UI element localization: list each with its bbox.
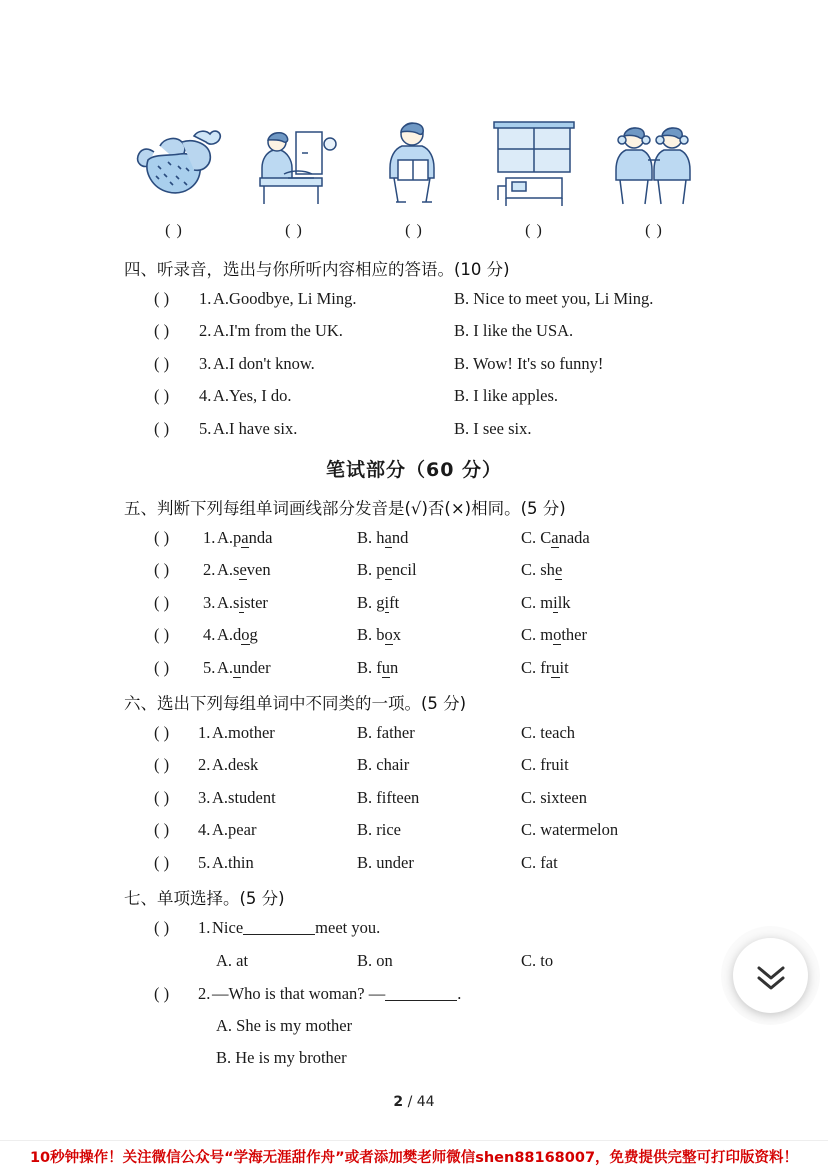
page-number-separator: / (407, 1094, 413, 1110)
option-c[interactable]: C. mother (521, 625, 587, 644)
picture-bracket[interactable]: ( ) (165, 222, 183, 239)
question-number: 5. (198, 853, 211, 872)
answer-bracket[interactable]: ( ) (154, 419, 170, 438)
section-4-heading: 四、听录音，选出与你所听内容相应的答语。(10 分) (124, 260, 510, 279)
option-a[interactable]: A.I'm from the UK. (213, 321, 343, 340)
answer-bracket[interactable]: ( ) (154, 289, 170, 308)
option-c[interactable]: C. fruit (521, 755, 569, 774)
picture-girl-holding-book (364, 116, 464, 212)
option-b[interactable]: B. hand (357, 528, 409, 547)
option-a[interactable]: A.thin (212, 853, 254, 872)
picture-bracket[interactable]: ( ) (285, 222, 303, 239)
section-5-question-row (0, 658, 828, 682)
option-a[interactable]: A.sister (217, 593, 268, 612)
section-7-question-row (0, 918, 828, 942)
option-b[interactable]: B. I see six. (454, 419, 532, 438)
option-a[interactable]: A.pear (212, 820, 257, 839)
answer-blank[interactable] (243, 934, 315, 935)
question-number: 1. (198, 723, 211, 742)
answer-bracket[interactable]: ( ) (154, 918, 170, 937)
question-number: 1. (203, 528, 216, 547)
section-7-option-row (0, 1048, 828, 1072)
picture-girl-reading-at-desk (244, 116, 344, 212)
answer-bracket[interactable]: ( ) (154, 386, 170, 405)
section-6-question-row (0, 723, 828, 747)
picture-window-and-bed (484, 116, 584, 212)
question-number: 5. (199, 419, 212, 438)
option-c[interactable]: C. sixteen (521, 788, 587, 807)
option-a[interactable]: A.Yes, I do. (213, 386, 292, 405)
question-number: 5. (203, 658, 216, 677)
picture-bracket[interactable]: ( ) (525, 222, 543, 239)
option-b[interactable]: B. father (357, 723, 415, 742)
written-part-title: 笔试部分（60 分） (325, 459, 503, 481)
page-number (0, 1094, 828, 1110)
answer-bracket[interactable]: ( ) (154, 984, 170, 1003)
answer-bracket[interactable]: ( ) (154, 853, 170, 872)
question-number: 4. (199, 386, 212, 405)
section-5-question-row (0, 593, 828, 617)
option-a[interactable]: A.panda (217, 528, 273, 547)
question-number: 1. (199, 289, 212, 308)
option-a[interactable]: A.dog (217, 625, 258, 644)
section-6-question-row (0, 788, 828, 812)
option-a[interactable]: A.Goodbye, Li Ming. (213, 289, 357, 308)
section-5-question-row (0, 528, 828, 552)
section-5-question-row (0, 625, 828, 649)
picture-bracket[interactable]: ( ) (405, 222, 423, 239)
scroll-down-button[interactable] (733, 938, 808, 1013)
option-b[interactable]: B. chair (357, 755, 410, 774)
section-4-question-row (0, 289, 828, 313)
option-a[interactable]: A.student (212, 788, 276, 807)
option-c[interactable]: C. fat (521, 853, 558, 872)
option-b[interactable]: B. Wow! It's so funny! (454, 354, 604, 373)
page-number-total: 44 (416, 1094, 435, 1110)
section-6-question-row (0, 755, 828, 779)
question-number: 4. (203, 625, 216, 644)
question-number: 3. (199, 354, 212, 373)
page-number-current: 2 (393, 1094, 404, 1110)
option-b[interactable]: B. fifteen (357, 788, 420, 807)
option-b[interactable]: B. box (357, 625, 402, 644)
answer-bracket[interactable]: ( ) (154, 560, 170, 579)
question-number: 2. (203, 560, 216, 579)
option-c[interactable]: C. fruit (521, 658, 569, 677)
option-a[interactable]: A. at (216, 951, 249, 970)
question-number: 2. (198, 984, 211, 1003)
picture-answer-brackets (124, 222, 704, 240)
promo-text: 10秒钟操作！关注微信公众号“学海无涯甜作舟”或者添加樊老师微信shen88168007，免费提供完整可打印版资料！ (29, 1150, 799, 1166)
answer-bracket[interactable]: ( ) (154, 625, 170, 644)
option-b[interactable]: B. fun (357, 658, 399, 677)
picture-row (124, 112, 704, 212)
option-b[interactable]: B. gift (357, 593, 400, 612)
picture-bracket[interactable]: ( ) (645, 222, 663, 239)
question-number: 4. (198, 820, 211, 839)
answer-blank[interactable] (385, 1000, 457, 1001)
option-b[interactable]: B. I like the USA. (454, 321, 574, 340)
question-number: 2. (199, 321, 212, 340)
section-7-option-row (0, 1016, 828, 1040)
question-number: 3. (198, 788, 211, 807)
answer-bracket[interactable]: ( ) (154, 788, 170, 807)
section-5-heading: 五、判断下列每组单词画线部分发音是(√)否(×)相同。(5 分) (124, 499, 566, 518)
section-6-question-row (0, 820, 828, 844)
option-b[interactable]: B. Nice to meet you, Li Ming. (454, 289, 654, 308)
promo-bar[interactable] (0, 1140, 828, 1172)
option-a[interactable]: A.under (217, 658, 271, 677)
question-stem: Nice meet you. (212, 918, 381, 937)
option-c[interactable]: C. watermelon (521, 820, 619, 839)
section-4-question-row (0, 419, 828, 443)
section-5-question-row (0, 560, 828, 584)
question-number: 3. (203, 593, 216, 612)
section-4-question-row (0, 386, 828, 410)
answer-bracket[interactable]: ( ) (154, 723, 170, 742)
option-b[interactable]: B. under (357, 853, 414, 872)
option-a[interactable]: A. She is my mother (216, 1016, 353, 1035)
option-b[interactable]: B. on (357, 951, 393, 970)
answer-bracket[interactable]: ( ) (154, 755, 170, 774)
question-number: 1. (198, 918, 211, 937)
answer-bracket[interactable]: ( ) (154, 820, 170, 839)
answer-bracket[interactable]: ( ) (154, 354, 170, 373)
section-7-option-row (0, 951, 828, 975)
question-number: 2. (198, 755, 211, 774)
option-c[interactable]: C. she (521, 560, 563, 579)
answer-bracket[interactable]: ( ) (154, 528, 170, 547)
option-a[interactable]: A.mother (212, 723, 275, 742)
option-c[interactable]: C. to (521, 951, 554, 970)
answer-bracket[interactable]: ( ) (154, 593, 170, 612)
picture-strawberries (124, 116, 224, 212)
option-c[interactable]: C. teach (521, 723, 576, 742)
option-a[interactable]: A.I don't know. (213, 354, 315, 373)
section-7-heading: 七、单项选择。(5 分) (124, 889, 285, 908)
answer-bracket[interactable]: ( ) (154, 321, 170, 340)
section-7-question-row (0, 984, 828, 1008)
option-a[interactable]: A.desk (212, 755, 259, 774)
double-chevron-down-icon (754, 961, 788, 991)
answer-bracket[interactable]: ( ) (154, 658, 170, 677)
option-b[interactable]: B. rice (357, 820, 401, 839)
option-c[interactable]: C. Canada (521, 528, 590, 547)
option-b[interactable]: B. pencil (357, 560, 417, 579)
section-6-question-row (0, 853, 828, 877)
section-4-question-row (0, 321, 828, 345)
option-b[interactable]: B. I like apples. (454, 386, 559, 405)
option-a[interactable]: A.I have six. (213, 419, 298, 438)
section-4-question-row (0, 354, 828, 378)
option-b[interactable]: B. He is my brother (216, 1048, 347, 1067)
section-6-heading: 六、选出下列每组单词中不同类的一项。(5 分) (124, 694, 467, 713)
question-stem: —Who is that woman? — . (212, 984, 462, 1003)
option-a[interactable]: A.seven (217, 560, 271, 579)
option-c[interactable]: C. milk (521, 593, 571, 612)
picture-two-girls (604, 116, 704, 212)
